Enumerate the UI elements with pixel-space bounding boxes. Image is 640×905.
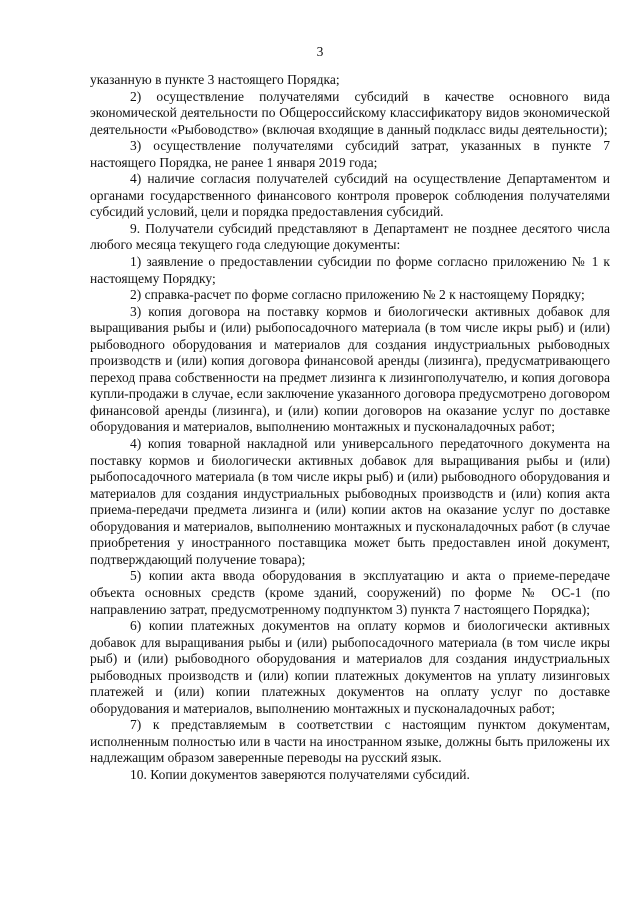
paragraph-doc-6: 6) копии платежных документов на оплату кормов и биологически активных добавок для выращивания рыбы и (или) рыбопосадочного материала (в том числе икры рыб) и (или) рыбоводного оборудования и материалов для создания индустриальных рыбоводных производств и (или) копии платежных документов на уплату лизинговых платежей и (или) копии платежных документов на оплату услуг по доставке оборудования и материалов, выполнению монтажных и пусконаладочных работ; <box>90 618 610 716</box>
paragraph-item-3: 3) осуществление получателями субсидий затрат, указанных в пункте 7 настоящего Порядка, не ранее 1 января 2019 года; <box>90 138 610 170</box>
page-number: 3 <box>316 44 324 59</box>
paragraph-doc-2: 2) справка-расчет по форме согласно приложению № 2 к настоящему Порядку; <box>130 287 585 303</box>
paragraph-doc-7: 7) к представляемым в соответствии с настоящим пунктом документам, исполненным полностью или в части на иностранном языке, должны быть приложены их надлежащим образом заверенные переводы на русский язык. <box>90 717 610 766</box>
paragraph-clause-10: 10. Копии документов заверяются получателями субсидий. <box>130 766 470 782</box>
paragraph-doc-5: 5) копии акта ввода оборудования в эксплуатацию и акта о приеме-передаче объекта основных средств (кроме зданий, сооружений) по форме № ОС-1 (по направлению затрат, предусмотренному подпунктом 3) пункта 7 настоящего Порядка); <box>90 568 610 617</box>
document-body <box>90 72 610 784</box>
paragraph-continuation: указанную в пункте 3 настоящего Порядка; <box>90 72 340 87</box>
paragraph-doc-1: 1) заявление о предоставлении субсидии по форме согласно приложению № 1 к настоящему Порядку; <box>90 254 610 286</box>
paragraph-clause-9: 9. Получатели субсидий представляют в Департамент не позднее десятого числа любого месяца текущего года следующие документы: <box>90 220 610 253</box>
paragraph-doc-3: 3) копия договора на поставку кормов и биологически активных добавок для выращивания рыбы и (или) рыбопосадочного материала (в том числе икры рыб) и (или) рыбоводного оборудования и материалов для создания индустриальных рыбоводных производств и (или) копия договора финансовой аренды (лизинга), предусматривающего переход права собственности на предмет лизинга к лизингополучателю, и копия договора купли-продажи в случае, если заключение указанного договора предусмотрено договором финансовой аренды (лизинга), и (или) копии договоров на оказание услуг по доставке оборудования и материалов, выполнению монтажных и пусконаладочных работ; <box>90 303 610 435</box>
paragraph-doc-4: 4) копия товарной накладной или универсального передаточного документа на поставку кормов и биологически активных добавок для выращивания рыбы и (или) рыбопосадочного материала (в том числе икры рыб) и (или) рыбоводного оборудования и материалов для создания индустриальных рыбоводных производств и (или) копия акта приема-передачи предмета лизинга и (или) копии актов на оказание услуг по доставке оборудования и материалов, выполнению монтажных и пусконаладочных работ (в случае приобретения у иностранного поставщика может быть предоставлен иной документ, подтверждающий получение товара); <box>90 436 610 567</box>
paragraph-item-2: 2) осуществление получателями субсидий в качестве основного вида экономической деятельности по Общероссийскому классификатору видов экономической деятельности «Рыбоводство» (включая входящие в данный подкласс виды деятельности); <box>90 88 610 137</box>
paragraph-item-4: 4) наличие согласия получателей субсидий на осуществление Департаментом и органами государственного финансового контроля проверок соблюдения получателями субсидий условий, цели и порядка предоставления субсидий. <box>90 171 610 220</box>
